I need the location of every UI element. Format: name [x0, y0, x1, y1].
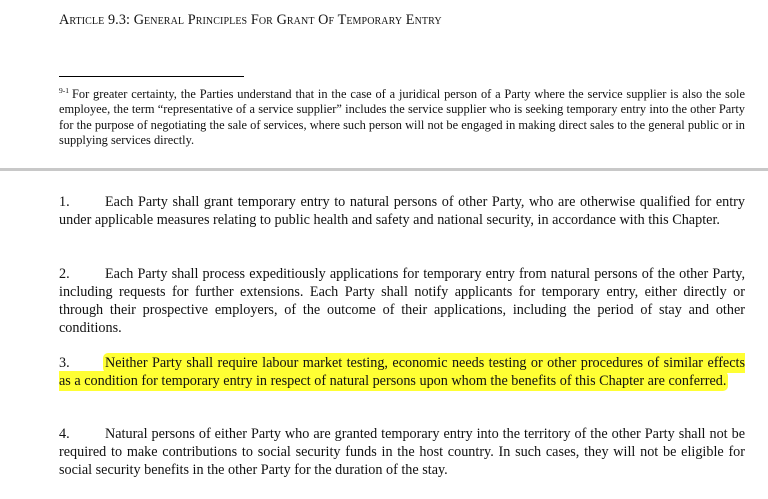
paragraph-text: Each Party shall grant temporary entry to natural persons of other Party, who are otherwise qualified for entry under applicable measures relating to public health and safety and national security, in accordance with this Chapter.	[59, 194, 745, 228]
paragraph-2	[59, 266, 745, 338]
paragraph-text: Each Party shall process expeditiously applications for temporary entry from natural persons of the other Party, including requests for further extensions. Each Party shall notify applicants for temporary entry, either directly or through their prospective employers, of the outcome of their applications, including the period of stay and other conditions.	[59, 266, 745, 336]
footnote	[59, 83, 745, 148]
paragraph-text: Natural persons of either Party who are granted temporary entry into the territory of the other Party shall not be required to make contributions to social security funds in the host country. In such cases, they will not be eligible for social security benefits in the other Party for the duration of the stay.	[59, 426, 745, 478]
paragraph-number: 4.	[59, 426, 70, 442]
article-heading: Article 9.3: General Principles For Grant Of Temporary Entry	[59, 12, 442, 28]
footnote-separator	[59, 76, 244, 77]
paragraph-4	[59, 426, 745, 480]
paragraph-number: 3.	[59, 355, 70, 371]
footnote-marker: 9-1	[59, 86, 69, 95]
highlighted-paragraph-text: Neither Party shall require labour market testing, economic needs testing or other procedures of similar effects as a condition for temporary entry in respect of natural persons upon whom the benefits of this Chapter are conferred.	[59, 355, 745, 389]
footnote-text: For greater certainty, the Parties understand that in the case of a juridical person of a Party where the service supplier is also the sole employee, the term “representative of a service supplier” includes the service supplier who is seeking temporary entry into the other Party for the purpose of negotiating the sale of services, where such person will not be engaged in making direct sales to the general public or in supplying services directly.	[59, 87, 745, 147]
page-upper-section	[0, 0, 768, 168]
paragraph-1	[59, 194, 745, 230]
paragraph-3	[59, 355, 745, 391]
paragraph-number: 2.	[59, 266, 70, 282]
paragraph-number: 1.	[59, 194, 70, 210]
